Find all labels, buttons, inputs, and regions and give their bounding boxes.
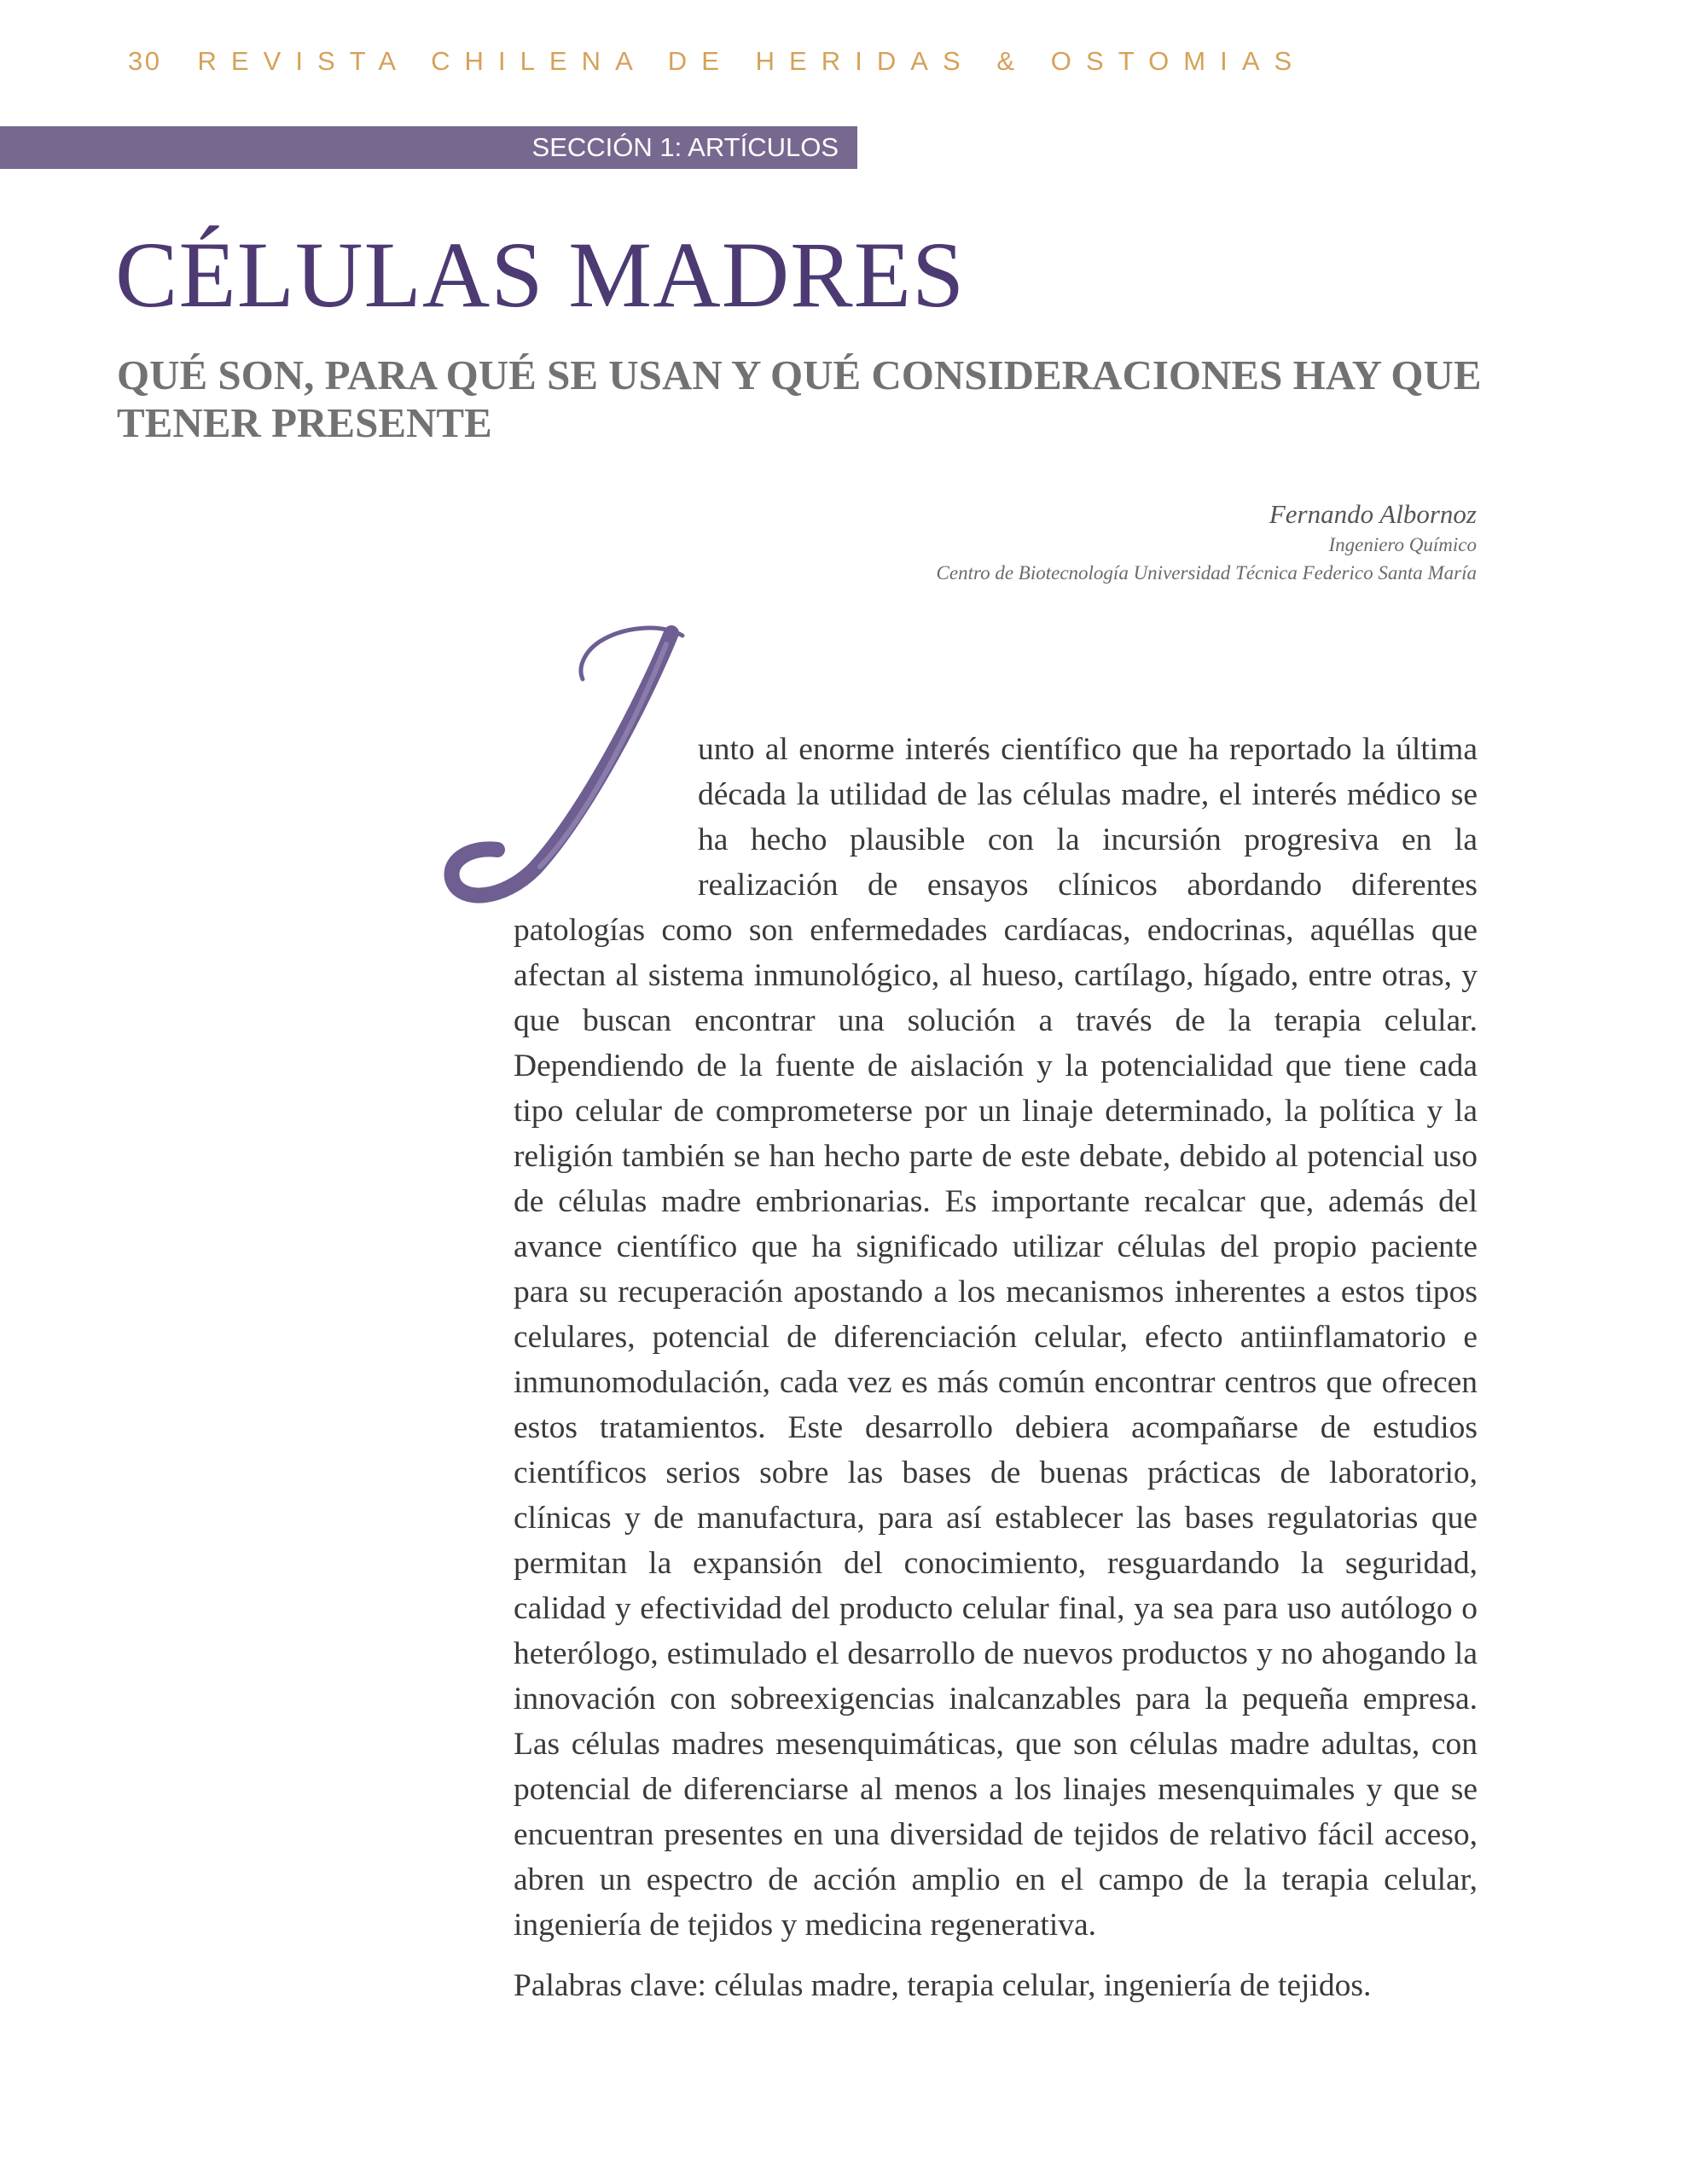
author-role: Ingeniero Químico	[1328, 534, 1477, 555]
section-label: SECCIÓN 1: ARTÍCULOS	[531, 132, 839, 162]
article-body	[514, 727, 1478, 2008]
author-affiliation: Centro de Biotecnología Universidad Técnica Federico Santa María	[936, 562, 1477, 584]
drop-cap-spacer	[514, 727, 698, 906]
abstract-text: unto al enorme interés científico que ha reportado la última década la utilidad de las células madre, el interés médico se ha hecho plausible con la incursión progresiva en la realización de ensayos clínicos abordando diferentes patologías como son enfermedades cardíacas, endocrinas, aquéllas que afectan al sistema inmunológico, al hueso, cartílago, hígado, entre otras, y que buscan encontrar una solución a través de la terapia celular. Dependiendo de la fuente de aislación y la potencialidad que tiene cada tipo celular de comprometerse por un linaje determinado, la política y la religión también se han hecho parte de este debate, debido al potencial uso de células madre embrionarias. Es importante recalcar que, además del avance científico que ha significado utilizar células del propio paciente para su recuperación apostando a los mecanismos inherentes a estos tipos celulares, potencial de diferenciación celular, efecto antiinflamatorio e inmunomodulación, cada vez es más común encontrar centros que ofrecen estos tratamientos. Este desarrollo debiera acompañarse de estudios científicos serios sobre las bases de buenas prácticas de laboratorio, clínicas y de manufactura, para así establecer las bases regulatorias que permitan la expansión del conocimiento, resguardando la seguridad, calidad y efectividad del producto celular final, ya sea para uso autólogo o heterólogo, estimulado el desarrollo de nuevos productos y no ahogando la innovación con sobreexigencias inalcanzables para la pequeña empresa. Las células madres mesenquimáticas, que son células madre adultas, con potencial de diferenciarse al menos a los linajes mesenquimales y que se encuentran presentes en una diversidad de tejidos de relativo fácil acceso, abren un espectro de acción amplio en el campo de la terapia celular, ingeniería de tejidos y medicina regenerativa.	[514, 732, 1478, 1943]
page-number: 30	[128, 46, 162, 76]
journal-title: REVISTA CHILENA DE HERIDAS & OSTOMIAS	[197, 46, 1307, 76]
byline	[937, 498, 1477, 587]
section-bar	[0, 126, 857, 169]
abstract-paragraph	[514, 727, 1478, 1948]
author-name: Fernando Albornoz	[1269, 499, 1477, 529]
article-title: CÉLULAS MADRES	[115, 223, 966, 327]
running-header	[128, 44, 1306, 78]
keywords: Palabras clave: células madre, terapia celular, ingeniería de tejidos.	[514, 1968, 1372, 2003]
article-subtitle: QUÉ SON, PARA QUÉ SE USAN Y QUÉ CONSIDERACIONES HAY QUE TENER PRESENTE	[117, 351, 1482, 446]
